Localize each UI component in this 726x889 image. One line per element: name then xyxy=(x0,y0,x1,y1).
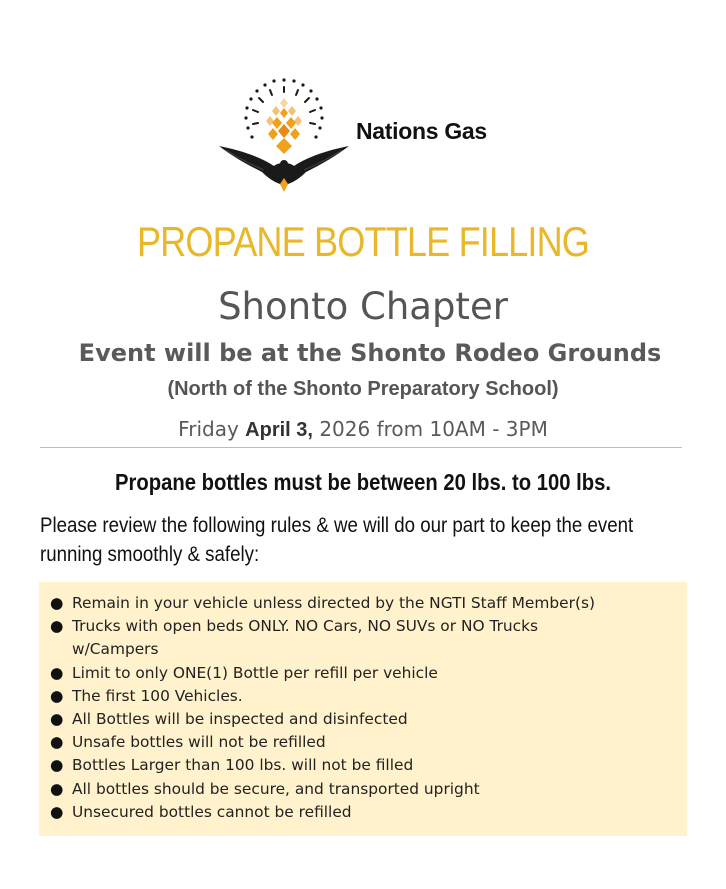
bullet-icon: ● xyxy=(50,733,64,752)
rule-item xyxy=(39,778,687,801)
rule-text: Remain in your vehicle unless directed by the NGTI Staff Member(s) xyxy=(72,594,595,612)
rule-item xyxy=(39,801,687,824)
rule-text: All Bottles will be inspected and disinfected xyxy=(72,710,408,729)
rule-text: Unsecured bottles cannot be refilled xyxy=(72,802,352,821)
brand-name: Nations Gas xyxy=(356,118,487,144)
rule-item xyxy=(39,708,687,731)
bullet-icon: ● xyxy=(50,686,64,705)
rule-text: Bottles Larger than 100 lbs. will not be filled xyxy=(72,756,414,775)
event-date: April 3, xyxy=(245,419,313,441)
rule-item xyxy=(39,615,687,661)
rule-text: Limit to only ONE(1) Bottle per refill per vehicle xyxy=(72,663,438,682)
rules-box xyxy=(39,582,687,836)
nations-gas-logo xyxy=(214,74,514,196)
event-time: 2026 from 10AM - 3PM xyxy=(319,417,548,441)
bullet-icon: ● xyxy=(50,756,64,775)
rule-text: Trucks with open beds ONLY. NO Cars, NO SUVs or NO Trucks w/Campers xyxy=(72,617,539,659)
event-datetime xyxy=(0,415,726,444)
page-title: PROPANE BOTTLE FILLING xyxy=(136,218,590,265)
rule-item xyxy=(39,731,687,754)
rules-intro-line-1: Please review the following rules & we will do our part to keep the event xyxy=(40,514,634,537)
rule-text: The first 100 Vehicles. xyxy=(72,686,243,705)
event-day: Friday xyxy=(178,417,239,441)
event-sublocation: (North of the Shonto Preparatory School) xyxy=(167,378,559,400)
bullet-icon: ● xyxy=(50,802,64,821)
weight-requirement: Propane bottles must be between 20 lbs. to 100 lbs. xyxy=(114,469,612,495)
bullet-icon: ● xyxy=(50,710,64,729)
rule-text: Unsafe bottles will not be refilled xyxy=(72,733,326,752)
event-location: Event will be at the Shonto Rodeo Grounds xyxy=(78,339,662,367)
rule-text: All bottles should be secure, and transported upright xyxy=(72,779,480,798)
rule-item xyxy=(39,592,687,615)
rules-intro-line-2: running smoothly & safely: xyxy=(40,543,260,566)
bullet-icon: ● xyxy=(50,594,64,612)
eagle-sun-flame-logo-icon xyxy=(214,74,354,196)
rules-intro xyxy=(40,511,634,569)
chapter-name: Shonto Chapter xyxy=(218,285,508,328)
rule-item xyxy=(39,662,687,685)
rule-item xyxy=(39,685,687,708)
divider xyxy=(40,447,682,448)
bullet-icon: ● xyxy=(50,663,64,682)
bullet-icon: ● xyxy=(50,617,64,636)
rule-item xyxy=(39,754,687,777)
bullet-icon: ● xyxy=(50,779,64,798)
rules-list xyxy=(39,592,687,824)
